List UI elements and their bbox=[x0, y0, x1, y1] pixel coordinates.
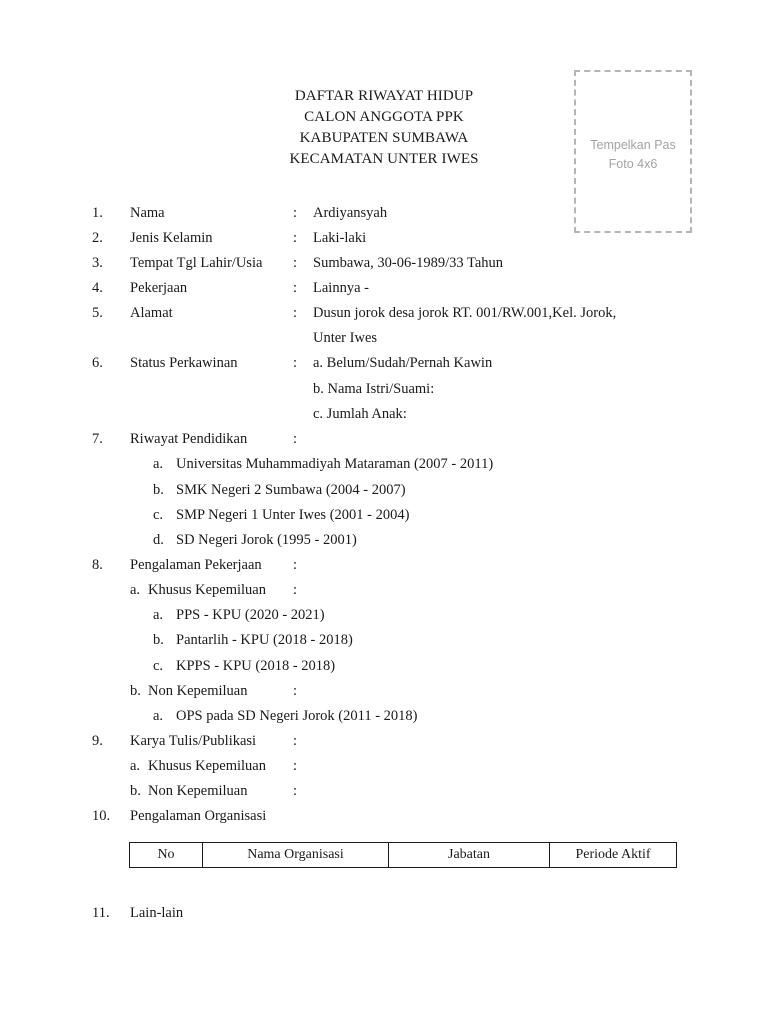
item-6-option-b: b. Nama Istri/Suami: bbox=[313, 381, 435, 397]
work-letter: a. bbox=[153, 708, 164, 724]
item-8b-colon: : bbox=[293, 683, 298, 699]
work-item: PPS - KPU (2020 - 2021) bbox=[176, 607, 325, 623]
document-header bbox=[230, 86, 538, 170]
work-item: OPS pada SD Negeri Jorok (2011 - 2018) bbox=[176, 708, 418, 724]
column-header-period: Periode Aktif bbox=[550, 843, 677, 868]
item-2-number: 2. bbox=[92, 230, 103, 246]
work-letter: b. bbox=[153, 632, 164, 648]
item-9-colon: : bbox=[293, 733, 298, 749]
item-5-colon: : bbox=[293, 305, 298, 321]
item-10-label: Pengalaman Organisasi bbox=[130, 808, 267, 824]
education-item: SD Negeri Jorok (1995 - 2001) bbox=[176, 532, 357, 548]
education-letter: c. bbox=[153, 507, 164, 523]
item-3-label: Tempat Tgl Lahir/Usia bbox=[130, 255, 263, 271]
item-8b-letter: b. bbox=[130, 683, 141, 699]
item-9a-letter: a. bbox=[130, 758, 141, 774]
item-9-number: 9. bbox=[92, 733, 103, 749]
item-8a-label: Khusus Kepemiluan bbox=[148, 582, 266, 598]
item-4-label: Pekerjaan bbox=[130, 280, 188, 296]
education-letter: a. bbox=[153, 456, 164, 472]
item-6-option-a: a. Belum/Sudah/Pernah Kawin bbox=[313, 355, 493, 371]
item-9a-label: Khusus Kepemiluan bbox=[148, 758, 266, 774]
item-10-number: 10. bbox=[92, 808, 111, 824]
item-5-label: Alamat bbox=[130, 305, 173, 321]
header-district: KECAMATAN UNTER IWES bbox=[289, 151, 479, 167]
education-letter: d. bbox=[153, 532, 164, 548]
item-5-value-line2: Unter Iwes bbox=[313, 330, 378, 346]
work-letter: c. bbox=[153, 658, 164, 674]
education-item: Universitas Muhammadiyah Mataraman (2007 - 2011) bbox=[176, 456, 494, 472]
item-4-number: 4. bbox=[92, 280, 103, 296]
item-1-value: Ardiyansyah bbox=[313, 205, 388, 221]
item-2-colon: : bbox=[293, 230, 298, 246]
item-1-colon: : bbox=[293, 205, 298, 221]
header-title: DAFTAR RIWAYAT HIDUP bbox=[294, 88, 474, 104]
item-7-number: 7. bbox=[92, 431, 103, 447]
work-letter: a. bbox=[153, 607, 164, 623]
item-8-colon: : bbox=[293, 557, 298, 573]
header-regency: KABUPATEN SUMBAWA bbox=[299, 130, 469, 146]
item-3-number: 3. bbox=[92, 255, 103, 271]
work-item: Pantarlih - KPU (2018 - 2018) bbox=[176, 632, 353, 648]
header-subtitle: CALON ANGGOTA PPK bbox=[304, 109, 464, 125]
organization-table bbox=[129, 842, 677, 868]
item-9b-colon: : bbox=[293, 783, 298, 799]
item-2-label: Jenis Kelamin bbox=[130, 230, 213, 246]
photo-placeholder bbox=[574, 70, 692, 233]
item-4-value: Lainnya - bbox=[313, 280, 369, 296]
item-2-value: Laki-laki bbox=[313, 230, 367, 246]
photo-placeholder-line1: Tempelkan Pas bbox=[590, 138, 676, 152]
item-9b-label: Non Kepemiluan bbox=[148, 783, 248, 799]
item-3-value: Sumbawa, 30-06-1989/33 Tahun bbox=[313, 255, 504, 271]
photo-placeholder-line2: Foto 4x6 bbox=[608, 157, 658, 171]
item-6-colon: : bbox=[293, 355, 298, 371]
item-7-colon: : bbox=[293, 431, 298, 447]
education-item: SMP Negeri 1 Unter Iwes (2001 - 2004) bbox=[176, 507, 410, 523]
column-header-no: No bbox=[130, 843, 203, 868]
item-7-label: Riwayat Pendidikan bbox=[130, 431, 248, 447]
column-header-position: Jabatan bbox=[389, 843, 550, 868]
item-4-colon: : bbox=[293, 280, 298, 296]
item-5-number: 5. bbox=[92, 305, 103, 321]
item-8a-colon: : bbox=[293, 582, 298, 598]
item-6-option-c: c. Jumlah Anak: bbox=[313, 406, 407, 422]
item-8a-letter: a. bbox=[130, 582, 141, 598]
item-9a-colon: : bbox=[293, 758, 298, 774]
item-1-number: 1. bbox=[92, 205, 103, 221]
item-11-number: 11. bbox=[92, 905, 110, 921]
item-9-label: Karya Tulis/Publikasi bbox=[130, 733, 257, 749]
item-9b-letter: b. bbox=[130, 783, 141, 799]
education-letter: b. bbox=[153, 482, 164, 498]
item-6-number: 6. bbox=[92, 355, 103, 371]
item-11-label: Lain-lain bbox=[130, 905, 184, 921]
item-8b-label: Non Kepemiluan bbox=[148, 683, 248, 699]
education-item: SMK Negeri 2 Sumbawa (2004 - 2007) bbox=[176, 482, 406, 498]
item-1-label: Nama bbox=[130, 205, 165, 221]
item-5-value: Dusun jorok desa jorok RT. 001/RW.001,Kel. Jorok, bbox=[313, 305, 617, 321]
item-8-label: Pengalaman Pekerjaan bbox=[130, 557, 262, 573]
item-6-label: Status Perkawinan bbox=[130, 355, 238, 371]
item-3-colon: : bbox=[293, 255, 298, 271]
column-header-organization: Nama Organisasi bbox=[203, 843, 389, 868]
table-header-row bbox=[130, 843, 677, 868]
work-item: KPPS - KPU (2018 - 2018) bbox=[176, 658, 336, 674]
item-8-number: 8. bbox=[92, 557, 103, 573]
